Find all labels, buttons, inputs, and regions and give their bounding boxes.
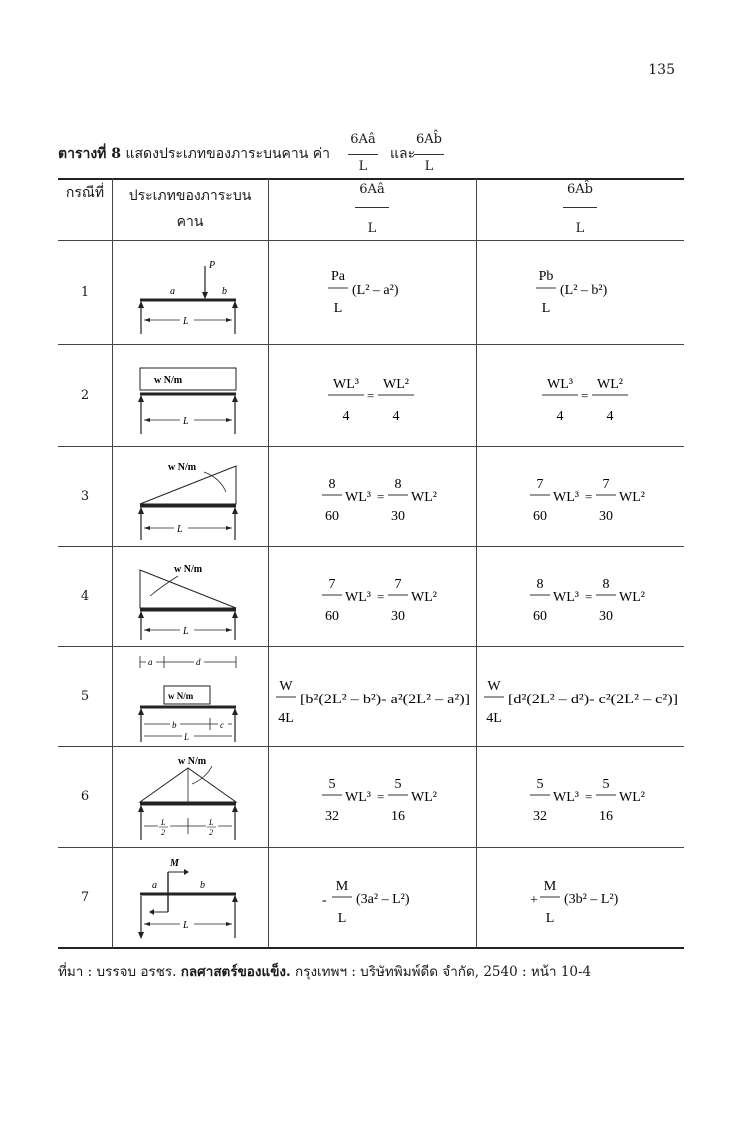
formula-equals: =: [581, 388, 589, 403]
formula-den: L: [337, 911, 347, 926]
formula-equals: =: [585, 589, 593, 604]
formula-row6-col3: [320, 770, 450, 830]
formula-equals: =: [377, 589, 385, 604]
header-load-type: [112, 178, 268, 240]
caption-label: ตารางที่ 8: [58, 146, 122, 162]
case-number: 2: [80, 387, 90, 403]
formula-equals: =: [377, 789, 385, 804]
formula-row5-col3: [272, 672, 474, 732]
caption-frac-b-num: 6Ab̂: [416, 132, 442, 147]
header-col3-num: 6Aâ: [355, 177, 388, 208]
symmetric-triangular-load-diagram: [128, 754, 248, 842]
formula-num: Pb: [538, 269, 554, 284]
formula-equals: =: [585, 789, 593, 804]
formula-row5-col4: [480, 672, 682, 732]
formula-rest: [d²(2L² – d²)- c²(2L² – c²)]: [508, 691, 678, 706]
caption-frac-b-den: L: [424, 159, 434, 174]
label-a: a: [152, 880, 157, 891]
formula-row7-col4: [528, 872, 658, 932]
formula-row1-col3: [326, 264, 436, 324]
formula-den: 60: [325, 509, 339, 524]
label-wNm: w N/m: [154, 375, 183, 386]
uniform-load-beam-diagram: [128, 354, 248, 440]
formula-num: 8: [536, 577, 544, 592]
formula-row1-col4: [534, 264, 644, 324]
formula-den: 30: [391, 509, 405, 524]
formula-num: W: [279, 679, 293, 694]
formula-term: WL³: [553, 490, 579, 505]
header-col3: [268, 178, 476, 240]
formula-row6-col4: [528, 770, 658, 830]
formula-term: WL²: [619, 490, 645, 505]
formula-rest: [b²(2L² – b²)- a²(2L² – a²)]: [300, 691, 470, 706]
caption-frac-a-num: 6Aâ: [350, 132, 376, 147]
formula-num: Pa: [331, 269, 345, 284]
formula-term: WL²: [619, 790, 645, 805]
formula-term: WL²: [411, 790, 437, 805]
label-half-den: 2: [209, 828, 213, 837]
header-col4-num: 6Ab̂: [563, 177, 597, 208]
formula-den: 60: [533, 509, 547, 524]
label-wNm: w N/m: [168, 691, 194, 701]
formula-den: 4: [556, 409, 564, 424]
label-half-den: 2: [161, 828, 165, 837]
formula-num: W: [487, 679, 501, 694]
header-col4-den: L: [575, 220, 585, 236]
formula-row7-col3: [320, 872, 450, 932]
formula-rest: (3b² – L²): [564, 892, 619, 907]
formula-den: 16: [391, 809, 405, 824]
formula-den: L: [541, 301, 551, 316]
moment-load-beam-diagram: [128, 854, 248, 942]
formula-row2-col4: [540, 368, 650, 428]
formula-num: WL³: [333, 377, 359, 392]
formula-num: 7: [536, 477, 544, 492]
formula-den: 16: [599, 809, 613, 824]
formula-den: 30: [599, 609, 613, 624]
formula-num: 5: [394, 777, 402, 792]
formula-num: M: [543, 879, 557, 894]
triangular-load-increasing-diagram: [128, 456, 248, 542]
caption-frac-a-den: L: [358, 159, 368, 174]
case-number: 4: [80, 588, 90, 604]
formula-term: WL³: [345, 490, 371, 505]
formula-den: L: [545, 911, 555, 926]
formula-equals: =: [367, 388, 375, 403]
formula-den: 30: [391, 609, 405, 624]
formula-den: 60: [533, 609, 547, 624]
formula-num: WL³: [547, 377, 573, 392]
formula-den: 32: [533, 809, 547, 824]
label-wNm: w N/m: [174, 564, 203, 575]
formula-den: 30: [599, 509, 613, 524]
formula-rest: (L² – b²): [560, 283, 608, 298]
label-P: P: [209, 260, 216, 271]
label-L: L: [184, 732, 190, 742]
load-table: [58, 178, 684, 948]
caption-conj: และ: [390, 146, 416, 162]
label-c: c: [220, 720, 224, 730]
point-load-beam-diagram: [128, 248, 248, 336]
header-col4: [476, 178, 684, 240]
label-wNm: w N/m: [178, 756, 207, 767]
formula-num: 8: [394, 477, 402, 492]
case-number: 3: [80, 488, 90, 504]
formula-den: 4: [342, 409, 350, 424]
formula-equals: =: [585, 489, 593, 504]
label-M: M: [170, 858, 179, 869]
formula-term: WL³: [553, 790, 579, 805]
formula-term: WL²: [411, 490, 437, 505]
formula-den: L: [333, 301, 343, 316]
formula-num: 5: [536, 777, 544, 792]
table-caption: [58, 132, 698, 182]
source-book-title: กลศาสตร์ของแข็ง.: [180, 964, 291, 980]
formula-den: 4L: [486, 711, 502, 726]
formula-num: 5: [602, 777, 610, 792]
formula-num: WL²: [383, 377, 409, 392]
caption-fraction-a: [344, 132, 382, 176]
label-d: d: [196, 657, 201, 667]
page-number: 135: [648, 62, 675, 78]
formula-num: 7: [328, 577, 336, 592]
header-col3-den: L: [367, 220, 377, 236]
formula-sign: -: [322, 893, 327, 908]
formula-num: 7: [394, 577, 402, 592]
formula-num: WL²: [597, 377, 623, 392]
case-number: 7: [80, 889, 90, 905]
label-L: L: [183, 920, 189, 931]
header-load-type-line2: คาน: [176, 214, 204, 230]
label-L: L: [183, 316, 189, 327]
formula-rest: (3a² – L²): [356, 892, 410, 907]
formula-den: 4: [392, 409, 400, 424]
formula-row4-col4: [528, 570, 658, 630]
partial-uniform-load-diagram: [128, 652, 248, 744]
caption-body: แสดงประเภทของภาระบนคาน ค่า: [125, 146, 331, 162]
label-half-num: L: [161, 818, 166, 827]
label-L: L: [183, 416, 189, 427]
formula-num: M: [335, 879, 349, 894]
label-b: b: [222, 286, 227, 297]
source-prefix: ที่มา : บรรจบ อรชร.: [58, 964, 177, 980]
case-number: 1: [80, 284, 90, 300]
formula-den: 32: [325, 809, 339, 824]
formula-rest: (L² – a²): [352, 283, 399, 298]
label-L: L: [183, 626, 189, 637]
formula-row3-col3: [320, 470, 450, 530]
label-half-num: L: [209, 818, 214, 827]
formula-num: 8: [328, 477, 336, 492]
formula-term: WL³: [345, 590, 371, 605]
formula-term: WL²: [411, 590, 437, 605]
formula-num: 8: [602, 577, 610, 592]
formula-term: WL³: [345, 790, 371, 805]
formula-sign: +: [530, 893, 538, 908]
formula-term: WL³: [553, 590, 579, 605]
label-b: b: [200, 880, 205, 891]
formula-row3-col4: [528, 470, 658, 530]
formula-row4-col3: [320, 570, 450, 630]
case-number: 6: [80, 789, 90, 804]
header-case: กรณีที่: [65, 185, 105, 201]
label-b: b: [172, 720, 177, 730]
label-wNm: w N/m: [168, 462, 197, 473]
label-a: a: [170, 286, 175, 297]
formula-row2-col3: [326, 368, 436, 428]
formula-den: 60: [325, 609, 339, 624]
caption-fraction-b: [410, 132, 448, 176]
case-number: 5: [80, 688, 90, 704]
formula-num: 7: [602, 477, 610, 492]
caption-text: [58, 143, 330, 165]
formula-term: WL²: [619, 590, 645, 605]
formula-num: 5: [328, 777, 336, 792]
triangular-load-decreasing-diagram: [128, 556, 248, 642]
formula-den: 4: [606, 409, 614, 424]
label-L: L: [177, 524, 183, 535]
formula-den: 4L: [278, 711, 294, 726]
source-citation: [58, 960, 591, 982]
source-suffix: กรุงเทพฯ : บริษัทพิมพ์ดีด จำกัด, 2540 : หน้า 10-4: [295, 964, 592, 980]
label-a: a: [148, 657, 153, 667]
header-load-type-line1: ประเภทของภาระบน: [128, 188, 252, 204]
formula-equals: =: [377, 489, 385, 504]
